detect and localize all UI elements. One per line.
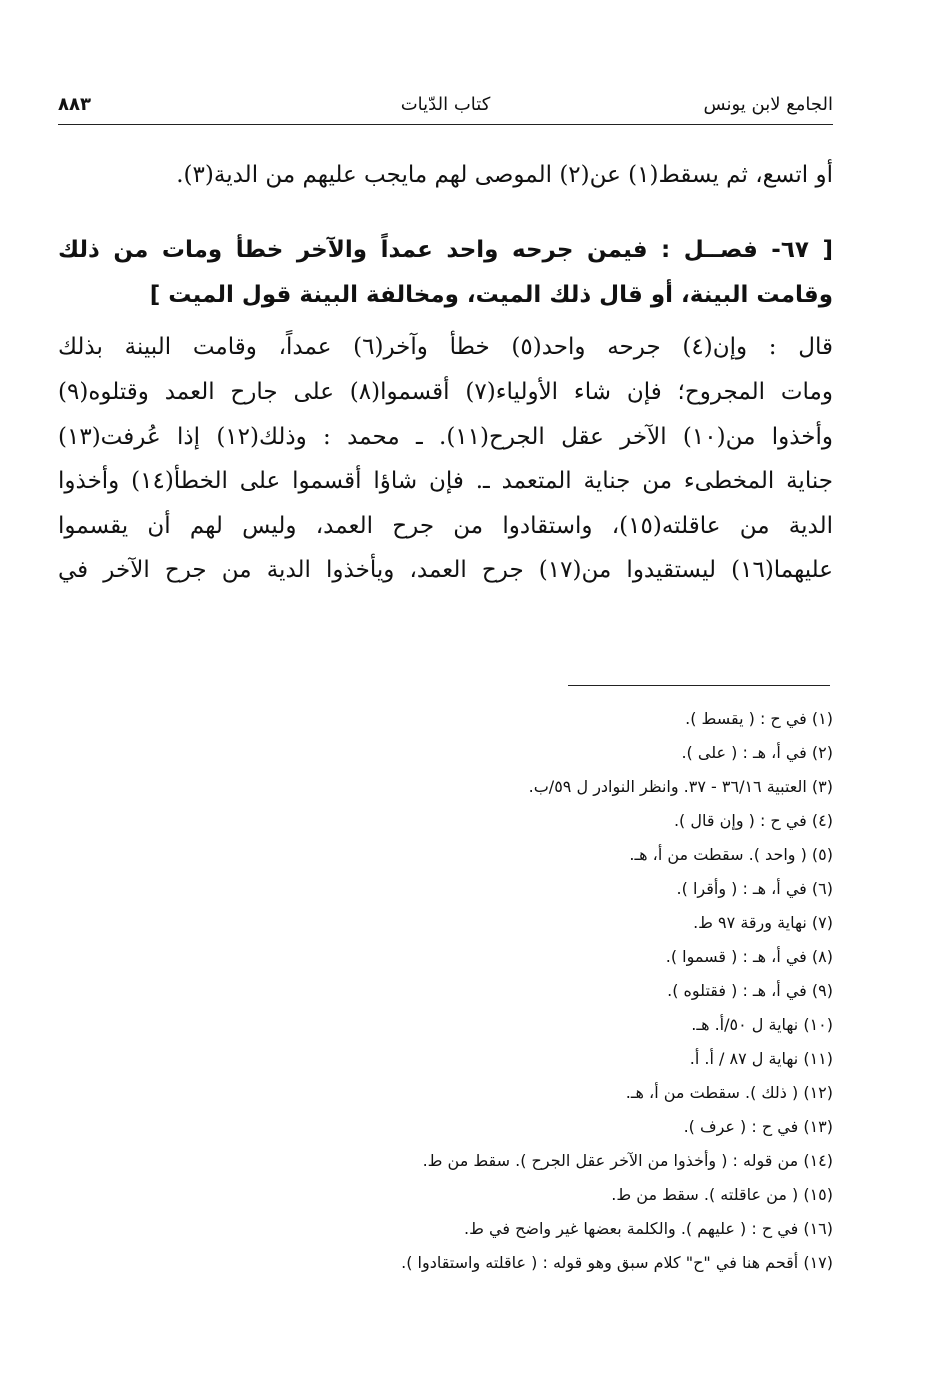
page-number: ٨٨٣ (58, 94, 91, 115)
footnote: (٦) في أ، هـ : ( وأقرا ). (676, 879, 833, 898)
footnote: (١١) نهاية ل ٨٧ / أ. أ. (689, 1049, 833, 1068)
section-heading: [ ٦٧- فصــل : فيمن جرحه واحد عمداً والآخر خطأ ومات من ذلك (58, 237, 833, 263)
chapter-title: كتاب الدّيات (400, 94, 491, 115)
footnote: (٢) في أ، هـ : ( على ). (681, 743, 833, 762)
paragraph-line: عليهما(١٦) ليستقيدوا من(١٧) جرح العمد، ويأخذوا الدية من جرح الآخر في (58, 557, 833, 583)
footnote: (١٤) من قوله : ( وأخذوا من الآخر عقل الجرح ). سقط من ط. (422, 1151, 833, 1170)
paragraph-line: قال : وإن(٤) جرحه واحد(٥) خطأ وآخر(٦) عمداً، وقامت البينة بذلك (58, 334, 833, 360)
footnote: (٩) في أ، هـ : ( فقتلوه ). (667, 981, 833, 1000)
footnote: (١٣) في ح : ( عرف ). (683, 1117, 833, 1136)
footnote: (٣) العتبية ٣٦/١٦ - ٣٧. وانظر النوادر ل ٥٩/ب. (528, 777, 833, 796)
footnote: (٥) ( واحد ). سقطت من أ، هـ. (629, 845, 833, 864)
footnote: (١٥) ( من عاقلته ). سقط من ط. (611, 1185, 833, 1204)
body-line: أو اتسع، ثم يسقط(١) عن(٢) الموصى لهم مايجب عليهم من الدية(٣). (176, 162, 833, 188)
footnote: (٤) في ح : ( وإن قال ). (673, 811, 833, 830)
section-heading-continued: وقامت البينة، أو قال ذلك الميت، ومخالفة البينة قول الميت ] (149, 282, 833, 308)
footnote: (٧) نهاية ورقة ٩٧ ط. (693, 913, 833, 932)
footnote: (١٦) في ح : ( عليهم ). والكلمة بعضها غير واضح في ط. (464, 1219, 833, 1238)
footnote: (٨) في أ، هـ : ( قسموا ). (665, 947, 833, 966)
footnote-divider (568, 685, 830, 686)
footnote: (١٧) أقحم هنا في "ح" كلام سبق وهو قوله : ( عاقلته واستقادوا ). (401, 1253, 833, 1272)
paragraph-line: الدية من عاقلته(١٥)، واستقادوا من جرح العمد، وليس لهم أن يقسموا (58, 513, 833, 539)
footnote: (١) في ح : ( يقسط ). (685, 709, 833, 728)
footnote: (١٢) ( ذلك ). سقطت من أ، هـ. (625, 1083, 833, 1102)
footnotes-list (273, 702, 833, 1280)
book-title: الجامع لابن يونس (703, 94, 833, 115)
running-header (58, 92, 833, 125)
paragraph-line: ومات المجروح؛ فإن شاء الأولياء(٧) أقسموا(٨) على جارح العمد وقتلوه(٩) (58, 379, 833, 405)
footnote: (١٠) نهاية ل ٥٠/أ. هـ. (691, 1015, 833, 1034)
paragraph-line: جناية المخطىء من جناية المتعمد ـ. فإن شاؤا أقسموا على الخطأ(١٤) وأخذوا (58, 468, 833, 494)
paragraph-line: وأخذوا من(١٠) الآخر عقل الجرح(١١). ـ محمد : وذلك(١٢) إذا عُرفت(١٣) (58, 424, 833, 450)
